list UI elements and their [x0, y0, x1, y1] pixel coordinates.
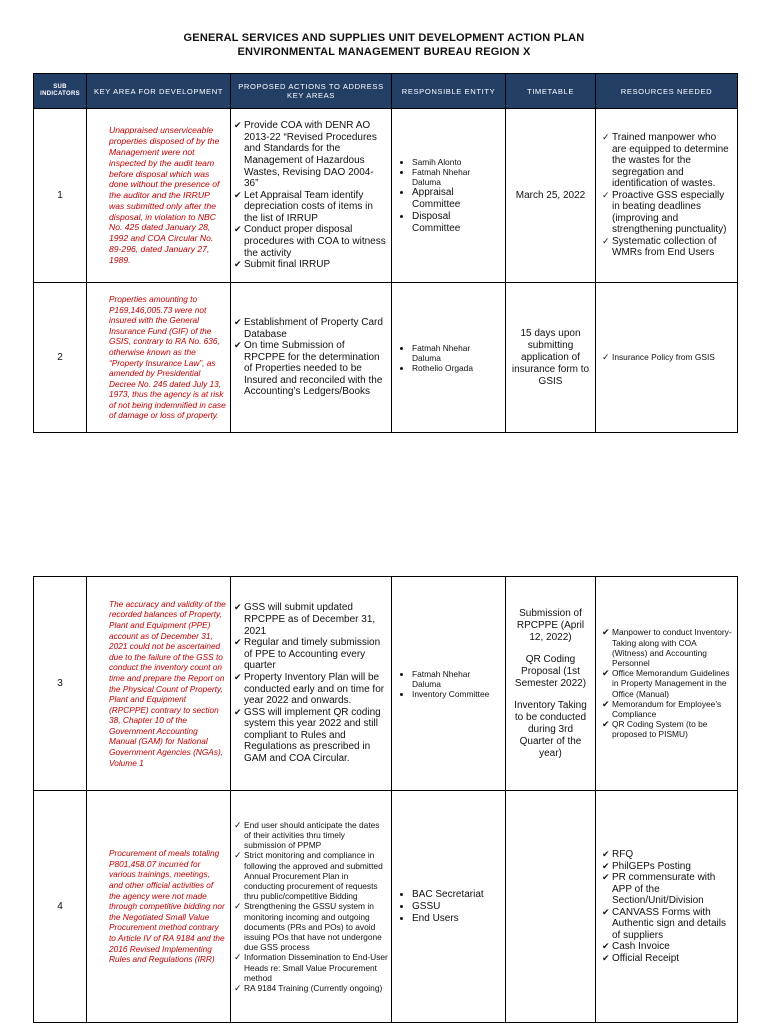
- resource-item: ✓ Proactive GSS especially in beating deadlines (improving and strengthening punctuality): [602, 190, 733, 236]
- header-sub-indicators: SUB INDICATORS: [34, 74, 87, 109]
- entity-item: • GSSU: [412, 901, 501, 913]
- table-header-row: [34, 74, 738, 109]
- timetable-inventory: Inventory Taking to be conducted during 3rd Quarter of the year): [514, 699, 587, 759]
- entity-item: • Samih Alonto: [412, 157, 501, 167]
- row-number: 3: [34, 577, 87, 791]
- resource-item: ✔ Office Memorandum Guidelines in Property Management in the Office (Manual): [602, 668, 733, 699]
- key-area-text: The accuracy and validity of the recorded balances of Property, Plant and Equipment (PPE) account as of December 31, 2021 could not be ascertained due to the failure of the GSS to conduct the inventory count on time and prepare the Report on the Physical Count of Property, Plant and Equipment (RPCPPE) contrary to section 38, Chapter 10 of the Government Accounting Manual (GAM) for National Government Agencies (NGAs), Volume 1: [87, 577, 231, 791]
- row-number: 4: [34, 791, 87, 1023]
- action-item: ✓ Strict monitoring and compliance in following the approved and submitted Annual Procurement Plan in conducting procurement of requests thru public/competitive Bidding: [234, 850, 388, 901]
- timetable-qr-coding: QR Coding Proposal (1st Semester 2022): [514, 653, 587, 689]
- action-item: ✓ Information Dissemination to End-User Heads re: Small Value Procurement method: [234, 952, 388, 983]
- table-row: [34, 791, 738, 1023]
- resource-item: ✓ Systematic collection of WMRs from End Users: [602, 236, 733, 259]
- timetable-rpcppe: Submission of RPCPPE (April 12, 2022): [516, 607, 585, 643]
- document-title: GENERAL SERVICES AND SUPPLIES UNIT DEVELOPMENT ACTION PLAN: [183, 32, 585, 44]
- entity-item: • Fatmah Nhehar Daluma: [412, 343, 501, 363]
- key-area-text: Properties amounting to P169,146,005.73 were not insured with the General Insurance Fund (GIF) of the GSIS, contrary to RA No. 636, otherwise known as the “Property Insurance Law”, as amended by Presidential Decree No. 245 dated July 13, 1973, thus the agency is at risk of not being indemnified in case of damage or loss of property.: [87, 283, 231, 433]
- entity-item: • Appraisal Committee: [412, 187, 501, 211]
- resource-item: ✓ Insurance Policy from GSIS: [602, 352, 733, 362]
- resource-item: ✔ PR commensurate with APP of the Section/Unit/Division: [602, 872, 733, 907]
- entity-item: • End Users: [412, 913, 501, 925]
- action-item: ✔ GSS will implement QR coding system this year 2022 and still compliant to Rules and Regulations as prescribed in GAM and COA Circular.: [234, 707, 388, 765]
- table-row: [34, 109, 738, 283]
- header-resources-needed: RESOURCES NEEDED: [596, 74, 738, 109]
- resource-item: ✔ Official Receipt: [602, 953, 733, 965]
- key-area-text: Procurement of meals totaling P801,458.07 incurred for various trainings, meetings, and other official activities of the agency were not made through competitive bidding nor the Negotiated Small Value Procurement method contrary to Article IV of RA 9184 and the 2016 Revised Implementing Rules and Regulations (IRR): [87, 791, 231, 1023]
- table-row: [34, 577, 738, 791]
- row-number: 1: [34, 109, 87, 283]
- action-item: ✔ Property Inventory Plan will be conducted early and on time for year 2022 and onwards.: [234, 672, 388, 707]
- action-item: ✓ Strengthening the GSSU system in monitoring incoming and outgoing documents (PRs and POs) to avoid issuing POs that have not undergone due GSS process: [234, 901, 388, 952]
- header-key-area: KEY AREA FOR DEVELOPMENT: [87, 74, 231, 109]
- action-item: ✔ GSS will submit updated RPCPPE as of December 31, 2021: [234, 602, 388, 637]
- resources-needed: [596, 577, 738, 791]
- proposed-actions: [231, 109, 392, 283]
- responsible-entity: [392, 283, 506, 433]
- resource-item: ✔ Cash Invoice: [602, 941, 733, 953]
- action-item: ✔ Conduct proper disposal procedures with COA to witness the activity: [234, 224, 388, 259]
- resource-item: ✔ PhilGEPs Posting: [602, 861, 733, 873]
- responsible-entity: [392, 791, 506, 1023]
- responsible-entity: [392, 109, 506, 283]
- action-item: ✔ Provide COA with DENR AO 2013-22 “Revised Procedures and Standards for the Management of Hazardous Wastes, Revising DAO 2004-36”: [234, 120, 388, 190]
- resource-item: ✓ Trained manpower who are equipped to determine the wastes for the segregation and identification of wastes.: [602, 132, 733, 190]
- header-responsible-entity: RESPONSIBLE ENTITY: [392, 74, 506, 109]
- resource-item: ✔ CANVASS Forms with Authentic sign and details of suppliers: [602, 907, 733, 942]
- timetable-value: [506, 791, 596, 1023]
- key-area-text: Unappraised unserviceable properties disposed of by the Management were not inspected by the audit team before disposal which was done without the presence of the auditor and the IRRUP was submitted only after the disposal, in violation to NBC No. 425 dated January 28, 1992 and COA Circular No. 89-296, dated January 27, 1989.: [87, 109, 231, 283]
- action-item: ✓ End user should anticipate the dates of their activities thru timely submission of PPMP: [234, 820, 388, 851]
- resources-needed: [596, 791, 738, 1023]
- resource-item: ✔ QR Coding System (to be proposed to PISMU): [602, 719, 733, 739]
- entity-item: • Disposal Committee: [412, 211, 501, 235]
- resource-item: ✔ RFQ: [602, 849, 733, 861]
- row-number: 2: [34, 283, 87, 433]
- resource-item: ✔ Manpower to conduct Inventory-Taking along with COA (Witness) and Accounting Personnel: [602, 627, 733, 668]
- entity-item: • Rothelio Orgada: [412, 363, 501, 373]
- entity-item: • Fatmah Nhehar Daluma: [412, 167, 501, 187]
- resources-needed: [596, 109, 738, 283]
- entity-item: • BAC Secretariat: [412, 889, 501, 901]
- action-item: ✔ Regular and timely submission of PPE to Accounting every quarter: [234, 637, 388, 672]
- responsible-entity: [392, 577, 506, 791]
- action-plan-table-2: [33, 576, 738, 1023]
- proposed-actions: [231, 791, 392, 1023]
- proposed-actions: [231, 577, 392, 791]
- proposed-actions: [231, 283, 392, 433]
- header-timetable: TIMETABLE: [506, 74, 596, 109]
- table-row: [34, 283, 738, 433]
- document-subtitle: ENVIRONMENTAL MANAGEMENT BUREAU REGION X: [237, 46, 531, 58]
- entity-item: • Fatmah Nhehar Daluma: [412, 669, 501, 689]
- action-item: ✔ Submit final IRRUP: [234, 259, 388, 271]
- header-proposed-actions: PROPOSED ACTIONS TO ADDRESS KEY AREAS: [231, 74, 392, 109]
- timetable-value: 15 days upon submitting application of insurance form to GSIS: [506, 283, 596, 433]
- action-item: ✓ RA 9184 Training (Currently ongoing): [234, 983, 388, 993]
- resources-needed: [596, 283, 738, 433]
- entity-item: • Inventory Committee: [412, 689, 501, 699]
- action-item: ✔ Establishment of Property Card Database: [234, 317, 388, 340]
- action-plan-table-1: [33, 73, 738, 433]
- resource-item: ✔ Memorandum for Employee’s Compliance: [602, 699, 733, 719]
- action-item: ✔ Let Appraisal Team identify depreciation costs of items in the list of IRRUP: [234, 190, 388, 225]
- timetable-value: March 25, 2022: [506, 109, 596, 283]
- timetable-value: [506, 577, 596, 791]
- action-item: ✔ On time Submission of RPCPPE for the determination of Properties needed to be Insured and reconciled with the Accounting’s Ledgers/Books: [234, 340, 388, 398]
